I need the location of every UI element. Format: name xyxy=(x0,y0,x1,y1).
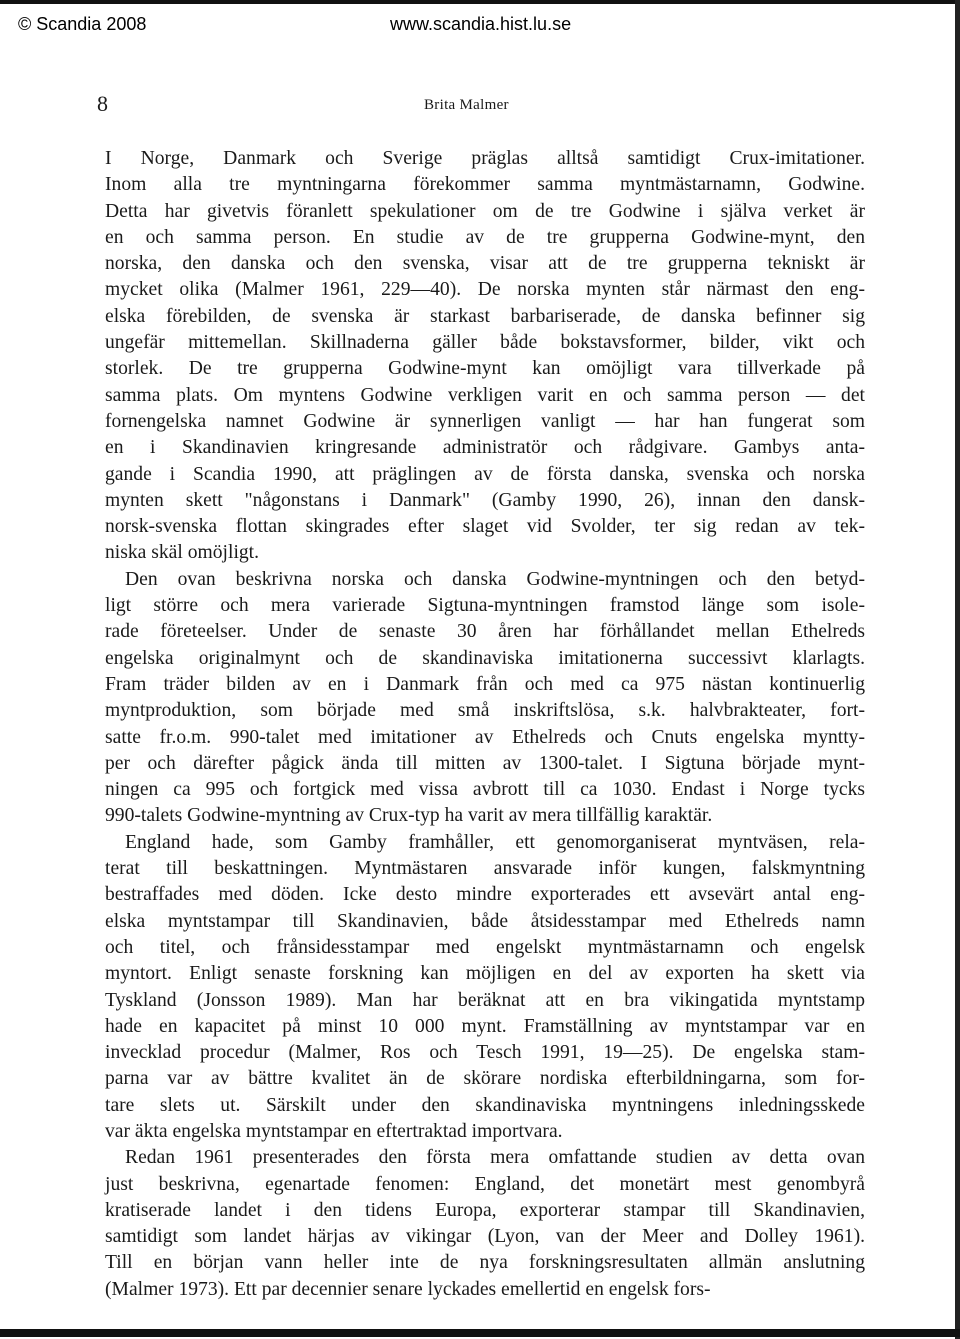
text-line: myntort. Enligt senaste forskning kan möjligen en del av exporten ha skett via xyxy=(105,963,865,985)
text-line: elska myntstampar till Skandinavien, både åtsidesstampar med Ethelreds namn xyxy=(105,910,865,932)
text-line: engelska originalmynt och de skandinaviska imitationerna successivt klarlagts. xyxy=(105,647,865,669)
text-line: Redan 1961 presenterades den första mera omfattande studien av detta ovan xyxy=(125,1147,865,1169)
text-line: ungefär mittemellan. Skillnaderna gäller både bokstavsformer, bilder, vikt och xyxy=(105,332,865,354)
scan-border-right xyxy=(955,0,960,1339)
text-line: I Norge, Danmark och Sverige präglas alltså samtidigt Crux-imitationer. xyxy=(105,148,865,169)
text-line: tare slets ut. Särskilt under den skandinaviska myntningens inledningsskede xyxy=(105,1094,865,1116)
text-line: terat till beskattningen. Myntmästaren ansvarade inför kungen, falskmyntning xyxy=(105,858,865,880)
text-line: elska förebilden, de svenska är starkast barbariserade, de danska befinner sig xyxy=(105,305,865,327)
text-line: och titel, och frånsidesstampar med engelskt myntmästarnamn och engelsk xyxy=(105,936,865,958)
page-number: 8 xyxy=(97,91,108,116)
paragraph xyxy=(105,567,865,830)
text-line: Inom alla tre myntningarna förekommer samma myntmästarnamn, Godwine. xyxy=(105,174,865,196)
text-line: ningen ca 995 och fortgick med vissa avbrott till ca 1030. Endast i Norge tycks xyxy=(105,779,865,801)
text-line: rade företeelser. Under de senaste 30 åren har förhållandet mellan Ethelreds xyxy=(105,621,865,643)
text-line: bestraffades med döden. Icke desto mindre exporterades ett avsevärt antal eng- xyxy=(105,884,865,906)
copyright-notice: © Scandia 2008 xyxy=(18,14,147,34)
text-line: Detta har givetvis föranlett spekulationer om de tre Godwine i själva verket är xyxy=(105,200,865,222)
text-line: samma plats. Om myntens Godwine verkligen varit en och samma person — det xyxy=(105,384,865,406)
text-line: myntproduktion, som började med små inskriftslösa, s.k. halvbrakteater, fort- xyxy=(105,700,865,722)
text-line: Tyskland (Jonsson 1989). Man har beräknat att en bra vikingatida myntstamp xyxy=(105,989,865,1011)
text-line: 990-talets Godwine-myntning av Crux-typ ha varit av mera tillfällig karaktär. xyxy=(105,805,713,827)
text-line: ligt större och mera varierade Sigtuna-myntningen framstod länge som isole- xyxy=(105,595,865,617)
text-line: parna var av bättre kvalitet än de skörare nordiska efterbildningarna, som for- xyxy=(105,1068,865,1090)
paragraph xyxy=(105,1145,865,1303)
text-line: en och samma person. En studie av de tre grupperna Godwine-mynt, den xyxy=(105,226,865,248)
scan-border-top xyxy=(0,0,960,4)
text-line: Fram träder bilden av en i Danmark från och med ca 975 nästan kontinuerlig xyxy=(105,673,865,695)
paragraph xyxy=(105,146,865,567)
text-line: England hade, som Gamby framhåller, ett genomorganiserat myntväsen, rela- xyxy=(125,831,865,853)
text-line: samtidigt som landet härjas av vikingar (Lyon, van der Meer and Dolley 1961). xyxy=(105,1226,865,1248)
text-line: hade en kapacitet på minst 10 000 mynt. Framställning av myntstampar var en xyxy=(105,1015,865,1037)
text-line: (Malmer 1973). Ett par decennier senare lyckades emellertid en engelsk fors- xyxy=(105,1278,711,1300)
text-line: en i Skandinavien kringresande administratör och rådgivare. Gambys anta- xyxy=(105,437,865,459)
text-line: fornengelska namnet Godwine är synnerligen vanligt — har han fungerat som xyxy=(105,410,865,432)
text-line: mynten skett "någonstans i Danmark" (Gamby 1990, 26), innan den dansk- xyxy=(105,489,865,511)
text-line: satte fr.o.m. 990-talet med imitationer av Ethelreds och Cnuts engelska myntty- xyxy=(105,726,865,748)
text-line: Den ovan beskrivna norska och danska Godwine-myntningen och den betyd- xyxy=(125,568,865,590)
text-line: gande i Scandia 1990, att präglingen av de första danska, svenska och norska xyxy=(105,463,865,485)
source-url-link[interactable]: www.scandia.hist.lu.se xyxy=(390,14,572,34)
running-head-author: Brita Malmer xyxy=(424,97,509,113)
text-line: norska, den danska och den svenska, visar att de tre grupperna tekniskt är xyxy=(105,253,865,275)
text-line: Till en början vann heller inte de nya forskningsresultaten allmän anslutning xyxy=(105,1252,865,1274)
article-body xyxy=(105,146,865,1303)
text-line: mycket olika (Malmer 1961, 229—40). De norska mynten står närmast den eng- xyxy=(105,279,865,301)
paragraph xyxy=(105,830,865,1146)
text-line: norsk-svenska flottan skingrades efter slaget vid Svolder, ter sig redan av tek- xyxy=(105,516,865,538)
text-line: storlek. De tre grupperna Godwine-mynt kan omöjligt vara tillverkade på xyxy=(105,358,865,380)
scan-border-bottom xyxy=(0,1329,960,1337)
text-line: var äkta engelska myntstampar en eftertraktad importvara. xyxy=(105,1120,563,1142)
text-line: just beskrivna, egenartade fenomen: England, det monetärt mest genombyrå xyxy=(105,1173,865,1195)
text-line: kratiserade landet i den tidens Europa, exporterar stampar till Skandinavien, xyxy=(105,1199,865,1221)
text-line: invecklad procedur (Malmer, Ros och Tesch 1991, 19—25). De engelska stam- xyxy=(105,1042,865,1064)
text-line: per och därefter pågick ända till mitten av 1300-talet. I Sigtuna började mynt- xyxy=(105,752,865,774)
text-line: niska skäl omöjligt. xyxy=(105,542,260,564)
